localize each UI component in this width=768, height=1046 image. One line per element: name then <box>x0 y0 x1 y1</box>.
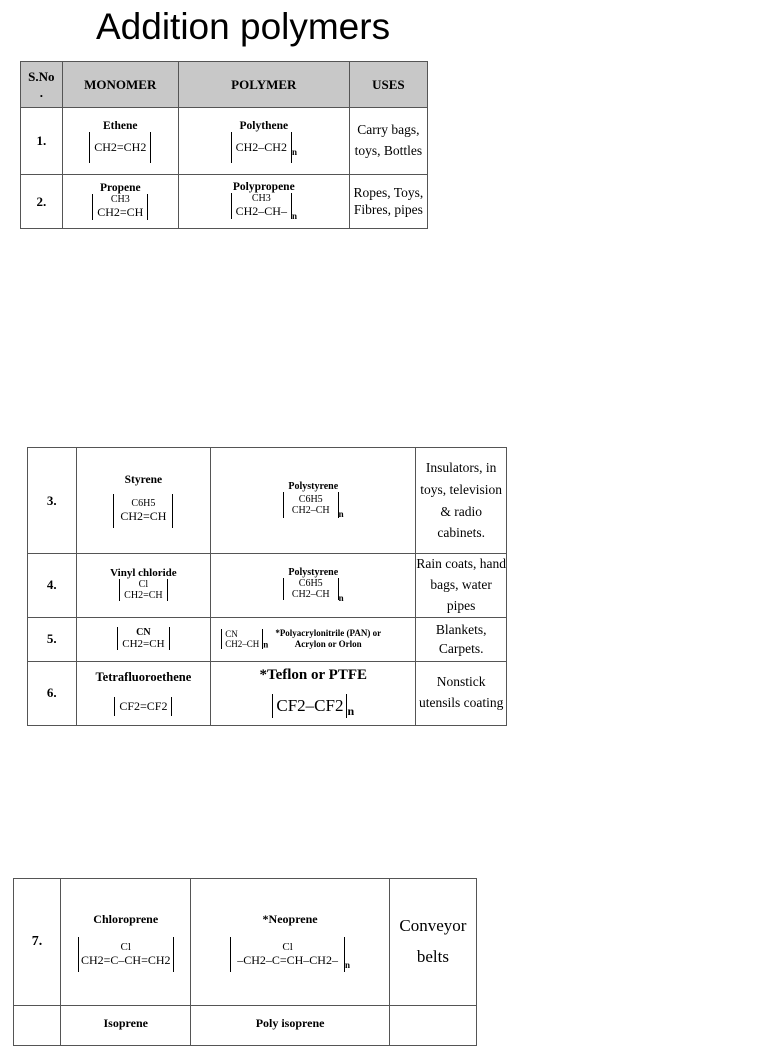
polymer-name: Polypropene <box>232 181 295 194</box>
polymer-table-3 <box>13 878 477 1046</box>
monomer-structure <box>78 937 174 972</box>
monomer-name: Vinyl chloride <box>110 567 177 580</box>
monomer-name: Chloroprene <box>93 912 159 926</box>
monomer-cell <box>61 1006 191 1046</box>
monomer-pendant: C6H5 <box>131 497 156 509</box>
polymer-formula: CH2–CH <box>225 639 260 650</box>
subscript-n: n <box>344 960 350 971</box>
subscript-n: n <box>291 211 297 222</box>
polymer-name: *Teflon or PTFE <box>259 667 367 684</box>
table-row <box>14 1006 477 1046</box>
polymer-pendant: C6H5 <box>298 578 323 590</box>
uses-cell: Carry bags, toys, Bottles <box>349 108 427 175</box>
row-sno: 7. <box>14 879 61 1006</box>
polymer-structure <box>231 193 292 219</box>
polymer-formula: CH2–CH <box>291 505 330 517</box>
polymer-structure <box>221 629 263 649</box>
table-row <box>21 108 428 175</box>
header-monomer: MONOMER <box>62 62 178 108</box>
monomer-name: Tetrafluoroethene <box>95 670 192 685</box>
polymer-pendant: CH3 <box>251 193 271 205</box>
uses-cell: Blankets, Carpets. <box>416 617 507 661</box>
monomer-formula: CH2=C–CH=CH2 <box>80 953 171 967</box>
subscript-n: n <box>338 593 344 604</box>
uses-cell: Conveyor belts <box>389 879 476 1006</box>
monomer-structure <box>92 194 148 220</box>
polymer-cell <box>191 879 389 1006</box>
polymer-name: Polythene <box>239 119 289 132</box>
monomer-name: Propene <box>99 182 141 194</box>
polymer-cell <box>211 448 416 554</box>
polymer-pendant: CN <box>225 629 238 640</box>
row-sno: 2. <box>21 175 63 229</box>
monomer-formula: CH2=CH <box>97 205 144 219</box>
monomer-cell <box>76 448 211 554</box>
polymer-name: Poly isoprene <box>255 1016 325 1030</box>
table-row <box>28 554 507 618</box>
row-sno: 6. <box>28 661 77 725</box>
polymer-name: *Neoprene <box>262 912 318 926</box>
polymer-name: Polystyrene <box>288 567 339 579</box>
monomer-pendant: CH3 <box>110 194 130 205</box>
monomer-cell <box>76 617 211 661</box>
monomer-formula: CH2=CH2 <box>89 132 151 163</box>
monomer-name: Isoprene <box>103 1016 148 1030</box>
subscript-n: n <box>263 639 269 650</box>
table-row <box>28 448 507 554</box>
polymer-formula: CH2–CH– <box>235 204 287 219</box>
header-sno: S.No . <box>21 62 63 108</box>
uses-cell: Insulators, in toys, television & radio cabinets. <box>416 448 507 554</box>
polymer-pendant: Cl <box>282 941 293 953</box>
uses-cell <box>389 1006 476 1046</box>
monomer-cell <box>76 661 211 725</box>
row-sno: 3. <box>28 448 77 554</box>
monomer-formula: CH2=CH <box>120 508 167 523</box>
uses-cell: Rain coats, hand bags, water pipes <box>416 554 507 618</box>
monomer-name: Styrene <box>124 473 163 486</box>
row-sno: 4. <box>28 554 77 618</box>
polymer-cell <box>191 1006 389 1046</box>
monomer-cell <box>76 554 211 618</box>
polymer-structure <box>230 937 345 972</box>
monomer-name: Ethene <box>103 119 138 132</box>
page-title: Addition polymers <box>96 6 391 47</box>
polymer-name: *Polyacrylonitrile (PAN) or Acrylon or Orlon <box>275 627 382 650</box>
polymer-formula: –CH2–C=CH–CH2– <box>237 953 338 967</box>
monomer-pendant: CN <box>136 626 151 638</box>
subscript-n: n <box>347 704 355 719</box>
polymer-formula: CH2–CH2 <box>231 132 292 163</box>
row-sno: 1. <box>21 108 63 175</box>
polymer-cell <box>211 617 416 661</box>
subscript-n: n <box>291 146 297 157</box>
table-row <box>21 175 428 229</box>
monomer-formula: CH2=CH <box>122 637 165 650</box>
monomer-structure <box>113 494 173 528</box>
polymer-cell <box>178 175 349 229</box>
table-row <box>28 661 507 725</box>
header-uses: USES <box>349 62 427 108</box>
uses-cell: Nonstick utensils coating <box>416 661 507 725</box>
polymer-table-2 <box>27 447 507 726</box>
polymer-cell <box>178 108 349 175</box>
monomer-cell <box>61 879 191 1006</box>
polymer-table-1 <box>20 61 428 229</box>
monomer-cell <box>62 175 178 229</box>
monomer-pendant: Cl <box>138 579 149 591</box>
polymer-structure <box>283 492 339 518</box>
polymer-pendant: C6H5 <box>298 494 323 506</box>
row-sno: 5. <box>28 617 77 661</box>
subscript-n: n <box>338 509 344 520</box>
table-row <box>28 617 507 661</box>
monomer-formula: CH2=CH <box>124 590 163 602</box>
monomer-structure <box>117 627 169 650</box>
polymer-formula: CH2–CH <box>291 589 330 601</box>
polymer-cell <box>211 554 416 618</box>
monomer-pendant: Cl <box>120 941 131 953</box>
monomer-structure <box>119 579 167 601</box>
polymer-formula: CF2–CF2 <box>272 694 347 718</box>
polymer-cell <box>211 661 416 725</box>
table-row <box>14 879 477 1006</box>
uses-cell: Ropes, Toys, Fibres, pipes <box>349 175 427 229</box>
polymer-structure <box>283 578 339 600</box>
header-polymer: POLYMER <box>178 62 349 108</box>
monomer-cell <box>62 108 178 175</box>
row-sno <box>14 1006 61 1046</box>
polymer-name: Polystyrene <box>288 481 339 493</box>
monomer-formula: CF2=CF2 <box>114 697 172 716</box>
